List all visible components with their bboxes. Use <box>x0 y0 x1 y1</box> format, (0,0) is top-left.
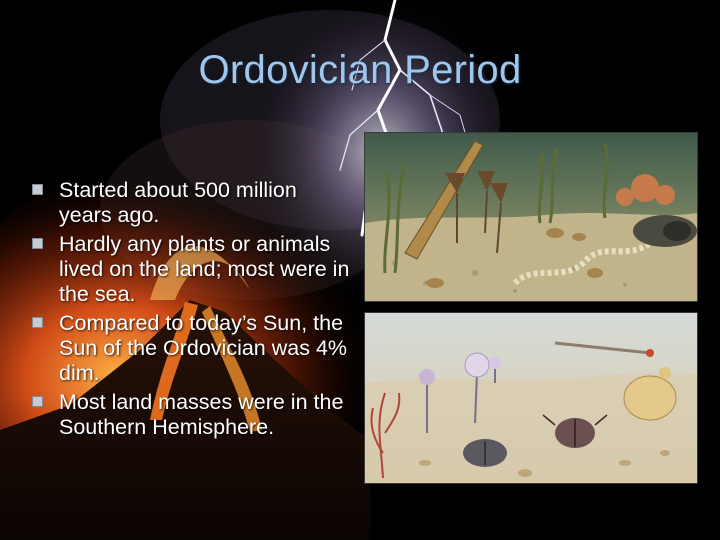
square-bullet-icon <box>32 317 43 328</box>
square-bullet-icon <box>32 238 43 249</box>
bullet-text: Most land masses were in the Southern Hemisphere. <box>59 390 344 439</box>
bullet-text: Compared to today’s Sun, the Sun of the Ordovician was 4% dim. <box>59 311 348 385</box>
bullet-list <box>30 178 350 444</box>
bullet-item <box>30 311 350 386</box>
bullet-text: Started about 500 million years ago. <box>59 178 297 227</box>
bullet-text: Hardly any plants or animals lived on the land; most were in the sea. <box>59 232 350 306</box>
bullet-item <box>30 232 350 307</box>
slide-title: Ordovician Period <box>198 48 522 92</box>
seafloor-diorama-image <box>364 132 698 302</box>
trilobite-icon <box>463 439 507 467</box>
square-bullet-icon <box>32 396 43 407</box>
bullet-item <box>30 390 350 440</box>
bullet-item <box>30 178 350 228</box>
sea-life-illustration-image <box>364 312 698 484</box>
square-bullet-icon <box>32 184 43 195</box>
